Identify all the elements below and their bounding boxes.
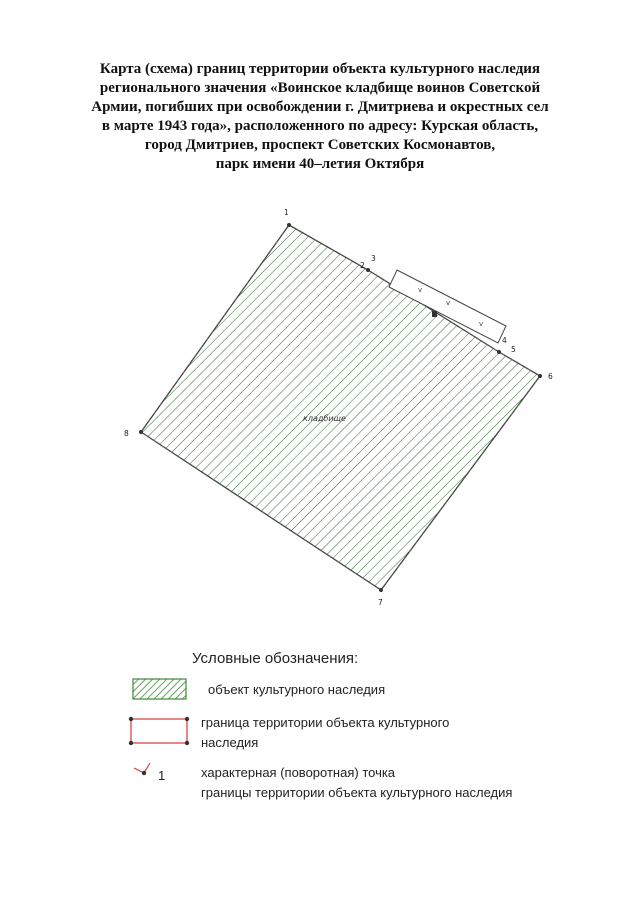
title-line: Армии, погибших при освобождении г. Дмитриева и окрестных сел <box>91 99 549 115</box>
legend-item-boundary: граница территории объекта культурного наследия <box>201 715 450 750</box>
legend-heading: Условные обозначения: <box>192 650 359 667</box>
point-label-8: 8 <box>124 429 129 438</box>
title-line: в марте 1943 года», расположенного по адресу: Курская область, <box>101 118 539 134</box>
title-line: парк имени 40–летия Октября <box>215 156 425 172</box>
vertex-marker <box>139 430 143 434</box>
legend <box>0 648 640 828</box>
point-label-2: 2 <box>360 261 365 270</box>
point-label-5: 5 <box>511 345 516 354</box>
map-title <box>60 60 580 174</box>
boundary-map <box>0 195 640 615</box>
vertex-marker <box>287 223 291 227</box>
title-line: регионального значения «Воинское кладбище воинов Советской <box>99 80 541 96</box>
vertex-marker <box>366 268 370 272</box>
building-mark: v <box>479 320 484 328</box>
vertex-marker <box>538 374 542 378</box>
vertex-marker <box>497 350 501 354</box>
legend-item-turning-point: характерная (поворотная) точка границы территории объекта культурного наследия <box>201 765 513 800</box>
legend-item-heritage: объект культурного наследия <box>208 682 386 697</box>
point-label-7: 7 <box>378 598 383 607</box>
point-label-6: 6 <box>548 372 553 381</box>
point-label-3: 3 <box>371 254 376 263</box>
building-mark: v <box>446 299 451 307</box>
title-line: Карта (схема) границ территории объекта культурного наследия <box>99 61 541 77</box>
turning-point-number: 1 <box>158 768 166 783</box>
title-line: город Дмитриев, проспект Советских Космонавтов, <box>144 137 496 153</box>
area-label: кладбище <box>303 414 346 423</box>
small-structure <box>432 311 437 317</box>
green-hatch-swatch-icon <box>132 678 187 700</box>
vertex-marker <box>379 588 383 592</box>
heritage-site-area <box>141 225 540 590</box>
red-boundary-swatch-icon <box>127 715 191 747</box>
building-mark: v <box>418 286 423 294</box>
point-label-1: 1 <box>284 208 289 217</box>
point-label-4: 4 <box>502 336 507 345</box>
